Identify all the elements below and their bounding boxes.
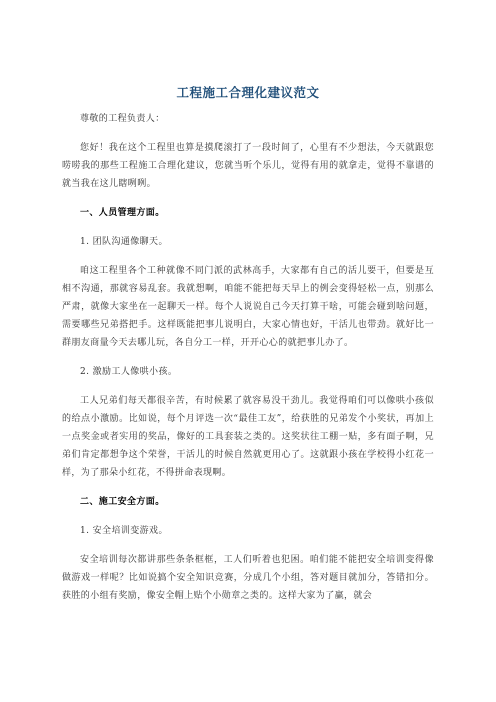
section-1-heading: 一、人员管理方面。 <box>80 208 165 218</box>
section-2-item-1-body: 安全培训每次都讲那些条条框框，工人们听着也犯困。咱们能不能把安全培训变得像做游戏一样呢？比如说搞个安全知识竞赛，分成几个小组，答对题目就加分，答错扣分。获胜的小组有奖励，像安全帽上贴个小勋章之类的。这样大家为了赢，就会 <box>62 555 434 601</box>
intro-paragraph: 您好！我在这个工程里也算是摸爬滚打了一段时间了，心里有不少想法，今天就跟您唠唠我的那些工程施工合理化建议，您就当听个乐儿，觉得有用的就拿走，觉得不靠谱的就当我在这儿瞎咧咧。 <box>62 143 434 189</box>
salutation: 尊敬的工程负责人： <box>80 114 165 124</box>
section-1-item-2-label: 2. 激励工人像哄小孩。 <box>80 367 178 377</box>
section-1-item-1-body: 咱这工程里各个工种就像不同门派的武林高手，大家都有自己的活儿要干，但要是互相不沟通，那就容易乱套。我就想啊，咱能不能把每天早上的例会变得轻松一点，别那么严肃，就像大家坐在一起聊天一样。每个人说说自己今天打算干啥，可能会碰到啥问题，需要哪些兄弟搭把手。这样既能把事儿说明白，大家心情也好，干活儿也带劲。就好比一群朋友商量今天去哪儿玩，各自分工一样，开开心心的就把事儿办了。 <box>62 266 434 348</box>
section-1-item-2-body: 工人兄弟们每天都很辛苦，有时候累了就容易没干劲儿。我觉得咱们可以像哄小孩似的给点小激励。比如说，每个月评选一次“最佳工友”，给获胜的兄弟发个小奖状，再加上一点奖金或者实用的奖品，像好的工具套装之类的。这奖状往工棚一贴，多有面子啊，兄弟们肯定都想争这个荣誉，干活儿的时候自然就更用心了。这就跟小孩在学校得小红花一样，为了那朵小红花，不得拼命表现啊。 <box>62 396 434 478</box>
section-1-item-1-label: 1. 团队沟通像聊天。 <box>80 237 168 247</box>
section-2-item-1-label: 1. 安全培训变游戏。 <box>80 526 168 536</box>
document-title: 工程施工合理化建议范文 <box>176 85 320 100</box>
section-2-heading: 二、施工安全方面。 <box>80 497 165 507</box>
